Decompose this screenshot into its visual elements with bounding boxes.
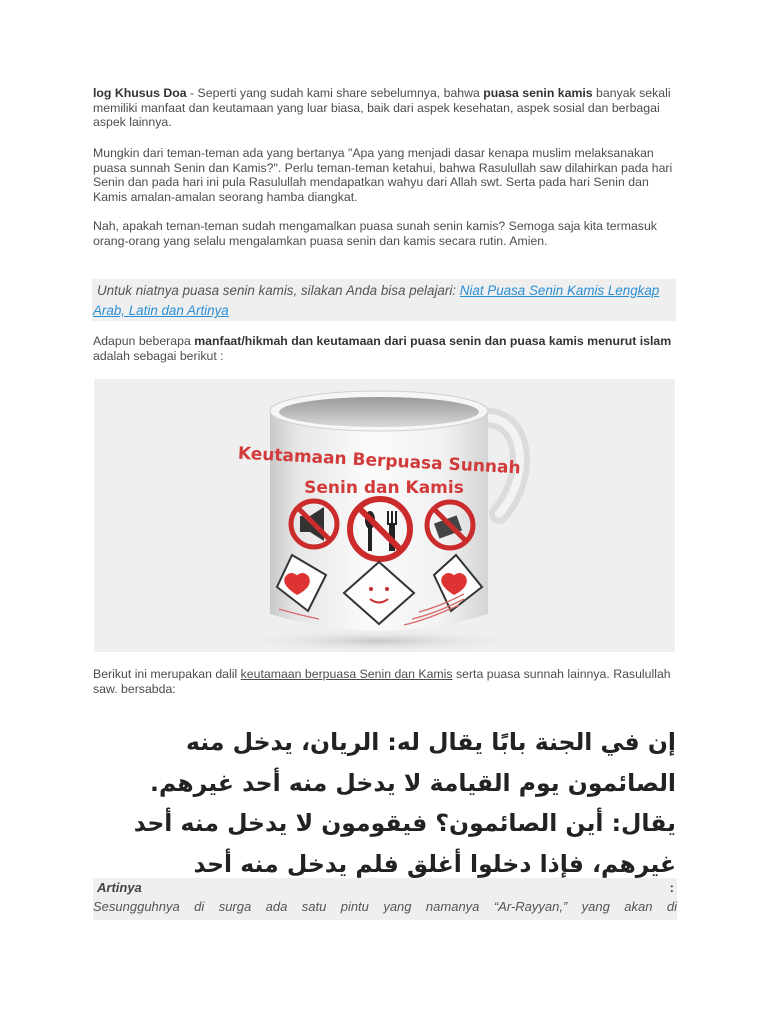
niat-note-box — [92, 279, 676, 321]
paragraph-3: Nah, apakah teman-teman sudah mengamalkan puasa sunah senin kamis? Semoga saja kita termasuk orang-orang yang selalu mengalamkan puasa senin dan kamis secara rutin. Amien. — [93, 219, 657, 248]
niat-link[interactable]: Niat Puasa Senin Kamis Lengkap Arab, Latin dan Artinya — [93, 283, 660, 318]
arabic-line: غيرهم، فإذا دخلوا أغلق فلم يدخل منه أحد — [193, 849, 676, 878]
blog-name: log Khusus Doa — [93, 86, 187, 100]
arabic-line: الصائمون يوم القيامة لا يدخل منه أحد غيرهم. — [150, 768, 676, 797]
mug-title-line1: Keutamaan Berpuasa Sunnah — [237, 443, 522, 479]
note-lead: Untuk niatnya puasa senin kamis, silakan Anda bisa pelajari: — [97, 283, 460, 298]
intro-tail: banyak sekali memiliki manfaat dan keutamaan yang luar biasa, baik dari aspek kesehatan, aspek sosial dan berbagai aspek lainnya. — [93, 86, 671, 130]
artinya-box — [93, 878, 677, 920]
para4-post: adalah sebagai berikut : — [93, 348, 224, 363]
intro-paragraph — [93, 86, 683, 130]
para4-bold: manfaat/hikmah dan keutamaan dari puasa senin dan puasa kamis menurut islam — [194, 334, 672, 348]
mug-title-line2: Senin dan Kamis — [304, 478, 464, 498]
intro-text: - Seperti yang sudah kami share sebelumnya, bahwa — [186, 86, 484, 100]
mug-illustration — [94, 379, 675, 652]
mug-image — [94, 379, 675, 652]
mug-shadow — [229, 629, 529, 652]
paragraph-2: Mungkin dari teman-teman ada yang bertanya "Apa yang menjadi dasar kenapa muslim melaksanakan puasa sunnah Senin dan Kamis?". Perlu teman-teman ketahui, bahwa Rasulullah saw dilahirkan pada hari Senin dan pada hari ini pula Rasulullah mendapatkan wahyu dari Allah swt. Serta pada hari Senin dan Kamis amalan-amalan seorang hamba diangkat. — [93, 146, 673, 204]
mug-inside — [279, 397, 479, 427]
arabic-line: إن في الجنة بابًا يقال له: الريان، يدخل منه — [186, 728, 676, 756]
para5-pre: Berikut ini merupakan dalil — [93, 667, 241, 681]
artinya-label: Artinya — [97, 880, 142, 895]
paragraph-4 — [93, 334, 683, 363]
keutamaan-link[interactable]: keutamaan berpuasa Senin dan Kamis — [240, 667, 453, 681]
para5-post: serta puasa sunnah lainnya. Rasulullah saw. bersabda: — [93, 667, 671, 696]
para4-pre: Adapun beberapa — [93, 334, 195, 348]
artinya-translation: Sesungguhnya di surga ada satu pintu yang namanya “Ar-Rayyan,” yang akan di — [93, 899, 677, 914]
arabic-hadith — [93, 722, 676, 884]
artinya-colon: : — [669, 880, 674, 895]
intro-bold-term: puasa senin kamis — [483, 86, 593, 100]
paragraph-5 — [93, 667, 683, 696]
arabic-line: يقال: أين الصائمون؟ فيقومون لا يدخل منه أحد — [133, 809, 676, 837]
